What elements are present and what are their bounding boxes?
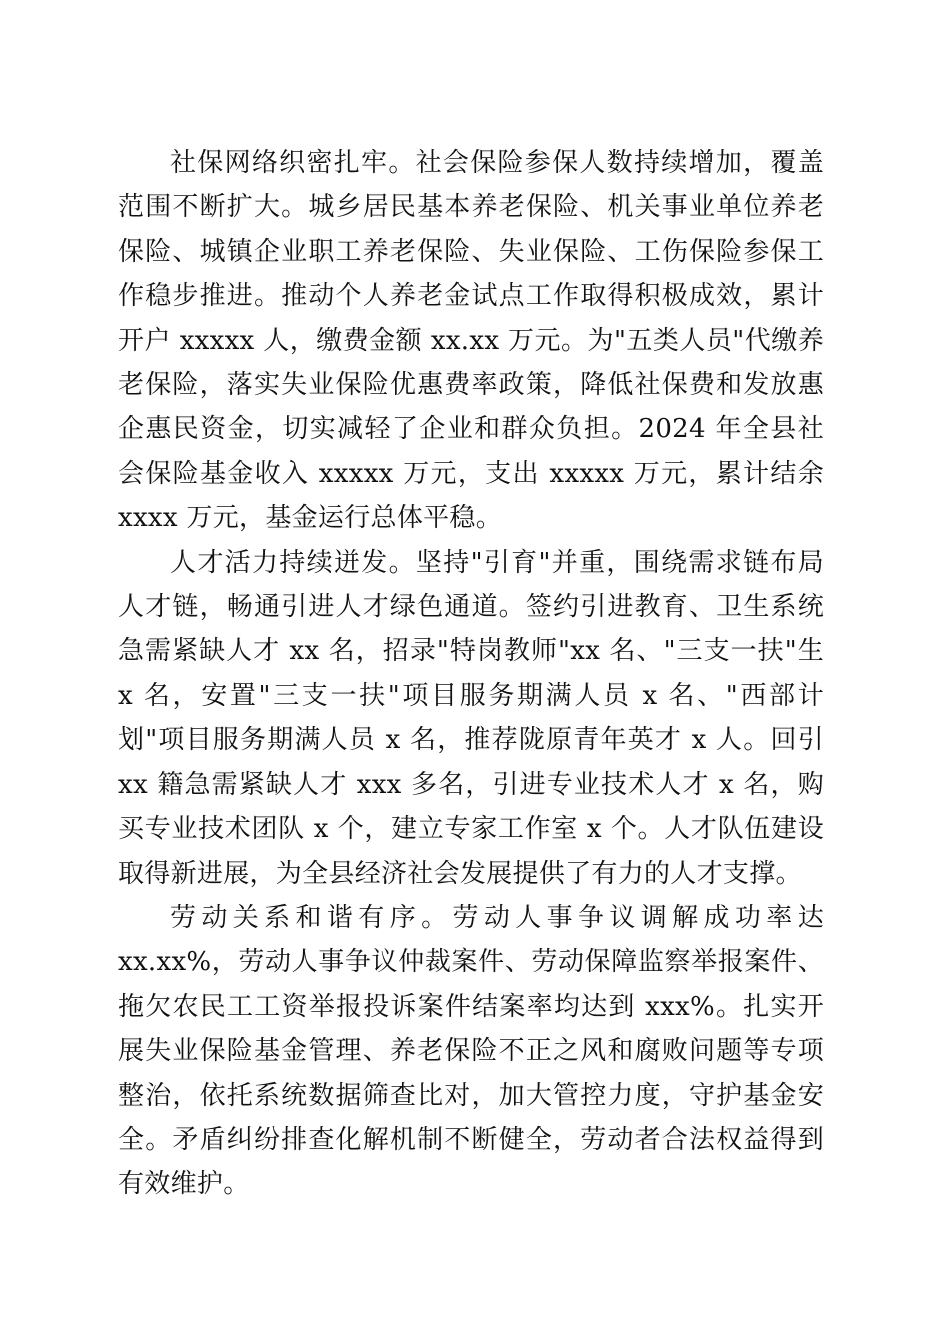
paragraph-labor-relations: 劳动关系和谐有序。劳动人事争议调解成功率达 xx.xx%，劳动人事争议仲裁案件、劳动保障监察举报案件、拖欠农民工工资举报投诉案件结案率均达到 xxx%。扎实开展失业保险基金管理、养老保险不正之风和腐败问题等专项整治，依托系统数据筛查比对，加大管控力度，守护基金安全。矛盾纠纷排查化解机制不断健全，劳动者合法权益得到有效维护。 [118,902,824,1200]
paragraph-social-insurance: 社保网络织密扎牢。社会保险参保人数持续增加，覆盖范围不断扩大。城乡居民基本养老保险、机关事业单位养老保险、城镇企业职工养老保险、失业保险、工伤保险参保工作稳步推进。推动个人养老金试点工作取得积极成效，累计开户 xxxxx 人，缴费金额 xx.xx 万元。为"五类人员"代缴养老保险，落实失业保险优惠费率政策，降低社保费和发放惠企惠民资金，切实减轻了企业和群众负担。2024 年全县社会保险基金收入 xxxxx 万元，支出 xxxxx 万元，累计结余 xxxx 万元，基金运行总体平稳。 [118,148,824,534]
paragraph-talent: 人才活力持续迸发。坚持"引育"并重，围绕需求链布局人才链，畅通引进人才绿色通道。签约引进教育、卫生系统急需紧缺人才 xx 名，招录"特岗教师"xx 名、"三支一扶"生 x 名，安置"三支一扶"项目服务期满人员 x 名、"西部计划"项目服务期满人员 x 名，推荐陇原青年英才 x 人。回引 xx 籍急需紧缺人才 xxx 多名，引进专业技术人才 x 名，购买专业技术团队 x 个，建立专家工作室 x 个。人才队伍建设取得新进展，为全县经济社会发展提供了有力的人才支撑。 [118,547,824,889]
document-body [118,141,824,1207]
